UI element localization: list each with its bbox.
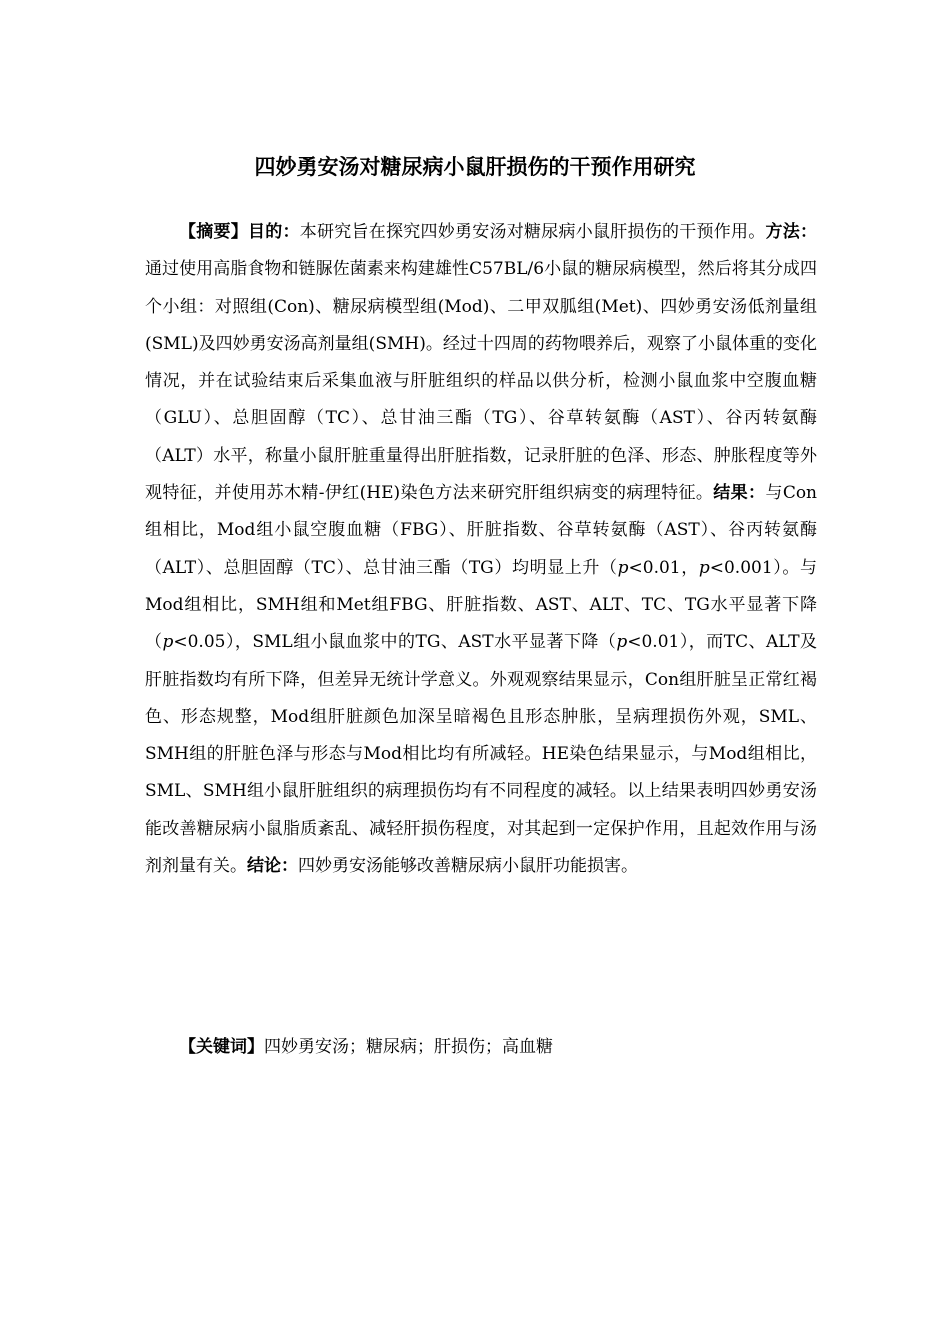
objective-text: 本研究旨在探究四妙勇安汤对糖尿病小鼠肝损伤的干预作用。 bbox=[299, 222, 766, 242]
keywords-label: 【关键词】 bbox=[179, 1037, 264, 1057]
methods-text: 通过使用高脂食物和链脲佐菌素来构建雄性C57BL/6小鼠的糖尿病模型，然后将其分成四个小组：对照组(Con)、糖尿病模型组(Mod)、二甲双胍组(Met)、四妙勇安汤低剂量组(SML)及四妙勇安汤高剂量组(SMH)。经过十四周的药物喂养后，观察了小鼠体重的变化情况，并在试验结束后采集血液与肝脏组织的样品以供分析，检测小鼠血浆中空腹血糖（GLU）、总胆固醇（TC）、总甘油三酯（TG）、谷草转氨酶（AST）、谷丙转氨酶（ALT）水平，称量小鼠肝脏重量得出肝脏指数，记录肝脏的色泽、形态、肿胀程度等外观特征，并使用苏木精-伊红(HE)染色方法来研究肝组织病变的病理特征。 bbox=[145, 259, 817, 504]
methods-label: 方法： bbox=[765, 222, 817, 242]
p-value-symbol: p bbox=[616, 632, 628, 653]
conclusion-text: 四妙勇安汤能够改善糖尿病小鼠肝功能损害。 bbox=[298, 856, 638, 877]
results-label: 结果： bbox=[713, 483, 766, 504]
abstract-paragraph bbox=[145, 214, 817, 885]
p-value-symbol: p bbox=[617, 557, 629, 578]
results-text: <0.01），而TC、ALT及肝脏指数均有所下降，但差异无统计学意义。外观观察结果显示，Con组肝脏呈正常红褐色、形态规整，Mod组肝脏颜色加深呈暗褐色且形态肿胀，呈病理损伤外观，SML、SMH组的肝脏色泽与形态与Mod相比均有所减轻。HE染色结果显示，与Mod组相比，SML、SMH组小鼠肝脏组织的病理损伤均有不同程度的减轻。以上结果表明四妙勇安汤能改善糖尿病小鼠脂质紊乱、减轻肝损伤程度，对其起到一定保护作用，且起效作用与汤剂剂量有关。 bbox=[145, 632, 817, 877]
p-value-symbol: p bbox=[698, 557, 710, 578]
results-text: 与Con组相比，Mod组小鼠空腹血糖（FBG）、肝脏指数、谷草转氨酶（AST）、谷丙转氨酶（ALT）、总胆固醇（TC）、总甘油三酯（TG）均明显上升（ bbox=[145, 483, 818, 578]
keywords-text: 四妙勇安汤；糖尿病；肝损伤；高血糖 bbox=[264, 1037, 553, 1057]
p-value-symbol: p bbox=[162, 632, 174, 653]
conclusion-label: 结论： bbox=[247, 856, 298, 877]
results-text: <0.05），SML组小鼠血浆中的TG、AST水平显著下降（ bbox=[173, 632, 617, 653]
results-text: <0.01， bbox=[628, 557, 699, 578]
objective-label: 目的： bbox=[248, 222, 300, 242]
results-text: <0.001）。与Mod组相比，SMH组和Met组FBG、肝脏指数、AST、ALT、TC、TG水平显著下降（ bbox=[145, 557, 817, 653]
paper-title: 四妙勇安汤对糖尿病小鼠肝损伤的干预作用研究 bbox=[254, 155, 696, 179]
abstract-tag: 【摘要】 bbox=[179, 222, 248, 242]
keywords-line bbox=[179, 1032, 819, 1062]
